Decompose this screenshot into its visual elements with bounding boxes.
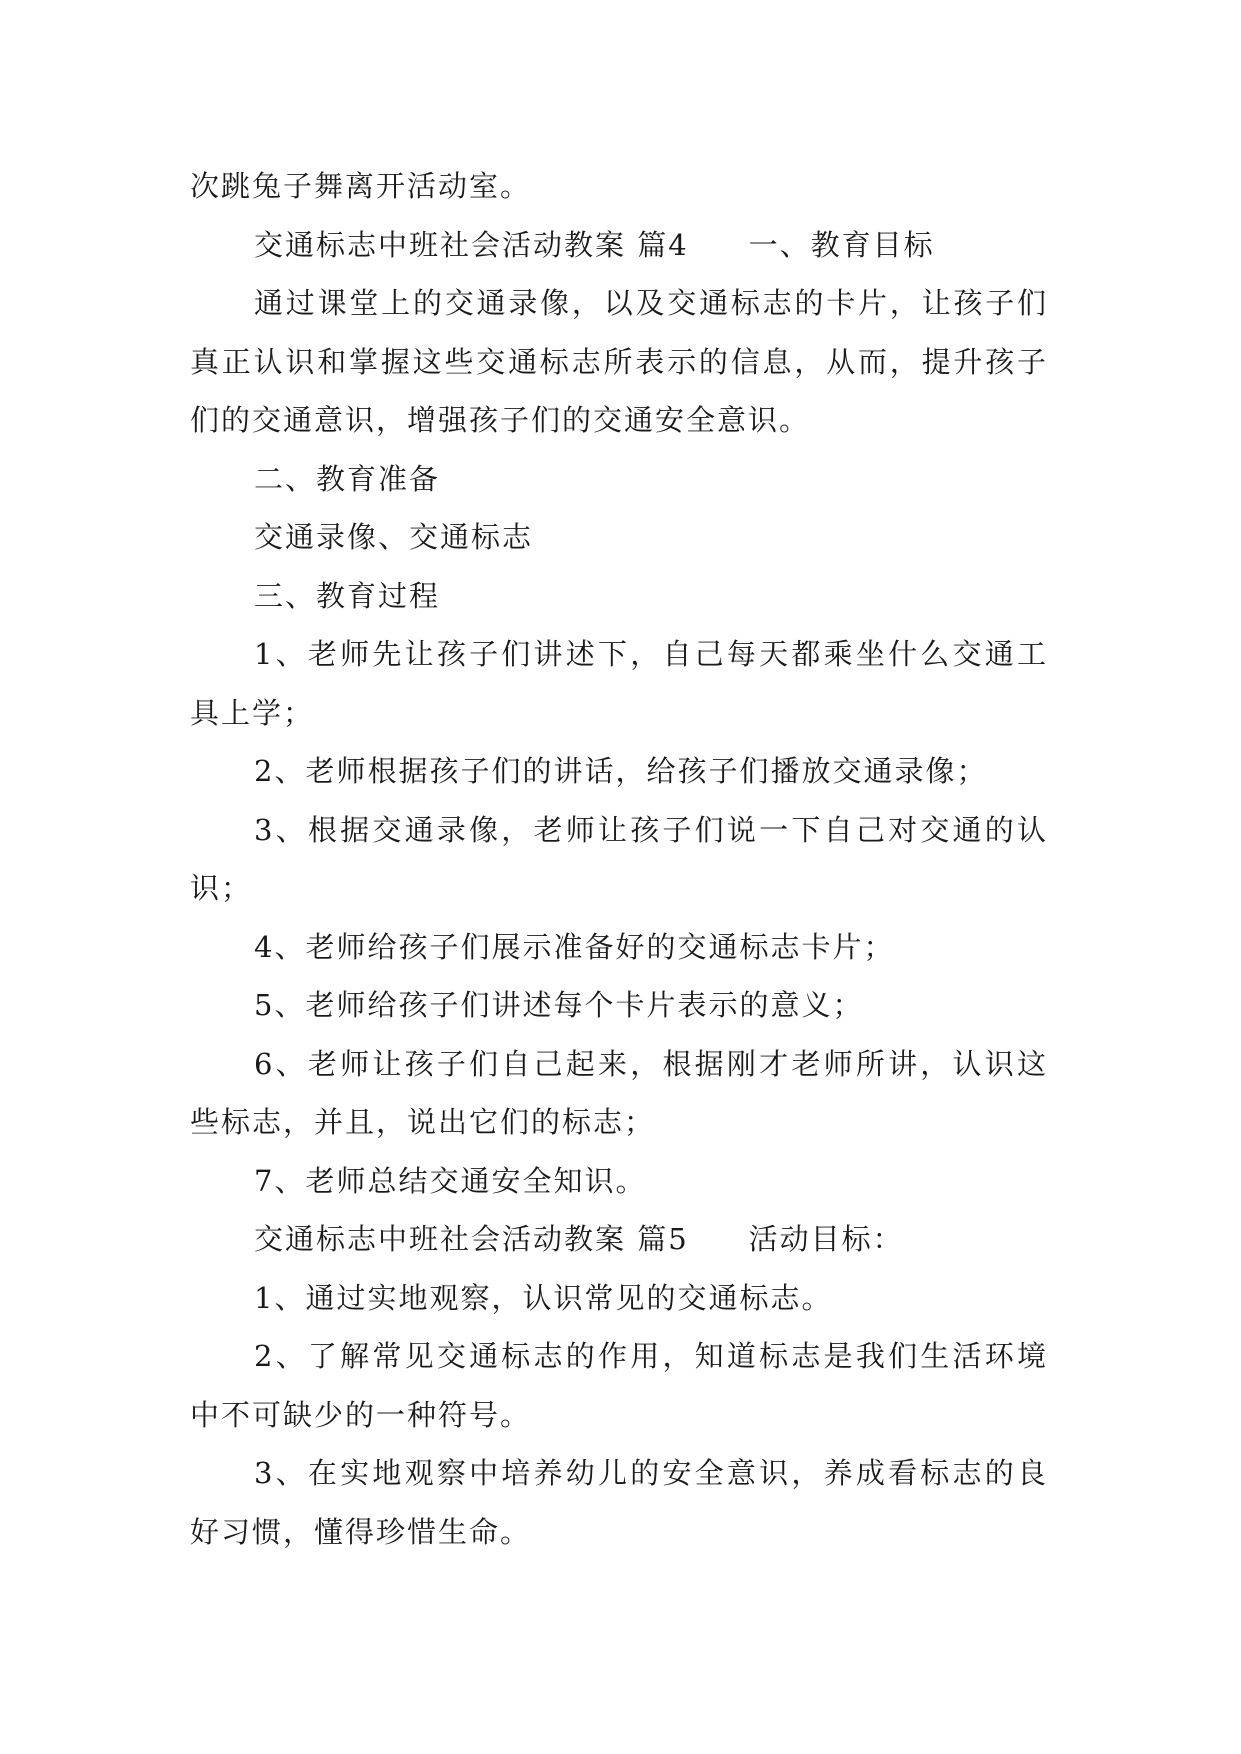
subsection-title: 一、教育目标 bbox=[748, 227, 935, 262]
paragraph-text: 1、老师先让孩子们讲述下，自己每天都乘坐什么交通工具上学； bbox=[190, 637, 1048, 730]
section-heading-5 bbox=[190, 1210, 1048, 1269]
subsection-title: 活动目标： bbox=[748, 1222, 904, 1256]
paragraph-text: 交通录像、交通标志 bbox=[254, 520, 534, 554]
paragraph-goal bbox=[190, 274, 1048, 450]
subsection-heading-process bbox=[190, 567, 1048, 626]
list-item-1 bbox=[190, 625, 1048, 742]
paragraph-text: 2、了解常见交通标志的作用，知道标志是我们生活环境中不可缺少的一种符号。 bbox=[190, 1339, 1048, 1432]
subsection-heading-preparation bbox=[190, 450, 1048, 509]
section-heading-4 bbox=[190, 216, 1048, 275]
list-item-6 bbox=[190, 1035, 1048, 1152]
list-item-3 bbox=[190, 801, 1048, 918]
paragraph-materials bbox=[190, 508, 1048, 567]
paragraph-text: 通过课堂上的交通录像，以及交通标志的卡片，让孩子们真正认识和掌握这些交通标志所表示的信息，从而，提升孩子们的交通意识，增强孩子们的交通安全意识。 bbox=[190, 286, 1048, 437]
goal-item-1 bbox=[190, 1269, 1048, 1328]
paragraph-text: 7、老师总结交通安全知识。 bbox=[254, 1163, 647, 1198]
paragraph-text: 次跳兔子舞离开活动室。 bbox=[190, 169, 532, 203]
list-item-7 bbox=[190, 1152, 1048, 1211]
paragraph-text: 4、老师给孩子们展示准备好的交通标志卡片； bbox=[254, 929, 895, 964]
list-item-2 bbox=[190, 742, 1048, 801]
paragraph-text: 6、老师让孩子们自己起来，根据刚才老师所讲，认识这些标志，并且，说出它们的标志； bbox=[190, 1046, 1048, 1139]
list-item-5 bbox=[190, 976, 1048, 1035]
paragraph-text: 1、通过实地观察，认识常见的交通标志。 bbox=[254, 1280, 833, 1315]
section-title: 交通标志中班社会活动教案 篇4 bbox=[254, 227, 689, 262]
section-title: 交通标志中班社会活动教案 篇5 bbox=[254, 1222, 689, 1256]
goal-item-3 bbox=[190, 1444, 1048, 1561]
paragraph-text: 三、教育过程 bbox=[254, 578, 441, 613]
paragraph-text: 二、教育准备 bbox=[254, 461, 441, 496]
document-body bbox=[190, 157, 1048, 1561]
paragraph-text: 2、老师根据孩子们的讲话，给孩子们播放交通录像； bbox=[254, 754, 988, 788]
paragraph-text: 3、根据交通录像，老师让孩子们说一下自己对交通的认识； bbox=[190, 812, 1048, 905]
goal-item-2 bbox=[190, 1327, 1048, 1444]
paragraph-text: 3、在实地观察中培养幼儿的安全意识，养成看标志的良好习惯，懂得珍惜生命。 bbox=[190, 1456, 1048, 1549]
paragraph-continuation bbox=[190, 157, 1048, 216]
list-item-4 bbox=[190, 918, 1048, 977]
paragraph-text: 5、老师给孩子们讲述每个卡片表示的意义； bbox=[254, 988, 864, 1022]
